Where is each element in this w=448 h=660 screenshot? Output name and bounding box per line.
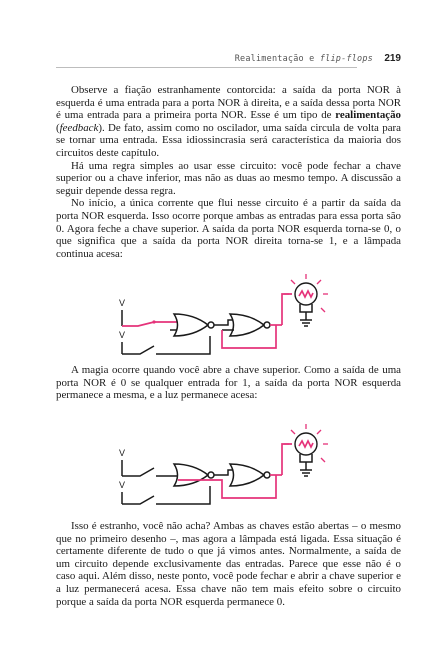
open-switch-bottom: [122, 346, 154, 354]
running-head: [235, 54, 373, 64]
circuit-figure-1: [110, 270, 340, 370]
open-switch-top: [122, 468, 154, 476]
paragraph-strange: Isso é estranho, você não acha? Ambas as chaves estão abertas – o mesmo que no primeiro desenho –, mas agora a lâmpada está ligada. Essa situação é certamente diferente de tudo o que já vimos antes. Normalmente, a saída de um circuito depende exclusivamente das entradas. Parece que esse não é o caso aqui. Além disso, neste ponto, você pode fechar e abrir a chave superior e a luz permanecerá acesa. Essa chave não tem mais efeito sobre o circuito porque a saída da porta NOR esquerda permanece 0.: [56, 520, 401, 608]
circuit-diagram-1: [110, 270, 340, 370]
p1-text-b: (: [56, 121, 60, 134]
voltage-label-top: V: [119, 298, 126, 308]
voltage-label-bottom: V: [119, 330, 126, 340]
nor-gate-right: [230, 314, 264, 336]
running-head-italic: flip-flops: [319, 54, 373, 64]
running-head-text: Realimentação e: [234, 54, 320, 64]
nor-gate-right: [230, 464, 264, 486]
voltage-label-bottom: V: [119, 480, 126, 490]
nor-gate-left-bubble: [208, 322, 214, 328]
circuit-diagram-2: [110, 420, 340, 520]
lamp-feed-wire: [282, 294, 292, 325]
paragraph-feedback: [56, 84, 401, 160]
body-text-block-3: [56, 520, 401, 608]
gate1-output-wire: [214, 320, 234, 325]
nor-gate-left: [174, 464, 208, 486]
nor-gate-right-bubble: [264, 322, 270, 328]
p1-text-c: ). De fato, assim como no oscilador, uma saída circula de volta para se tornar uma entrada. Essa idiossincrasia será característica da maioria dos circuitos deste capítulo.: [56, 121, 401, 159]
paragraph-rule: Há uma regra simples ao usar esse circuito: você pode fechar a chave superior ou a chave inferior, mas não as duas ao mesmo tempo. A discussão a seguir depende dessa regra.: [56, 159, 401, 197]
body-text-block-2: [56, 364, 401, 402]
paragraph-initial-state: No início, a única corrente que flui nesse circuito é a partir da saída da porta NOR esquerda. Isso ocorre porque ambas as entradas para essa porta são 0. Agora feche a chave superior. A saída da porta NOR esquerda torna-se 0, o que significa que a saída da porta NOR direita torna-se 1, e a lâmpada continua acesa:: [56, 197, 401, 260]
closed-switch-top: [122, 322, 154, 326]
circuit-figure-2: [110, 420, 340, 520]
nor-gate-left: [174, 314, 208, 336]
voltage-label-top: V: [119, 448, 126, 458]
ground-icon: [300, 470, 312, 476]
page-number: 219: [384, 53, 401, 64]
input-wire-bottom: [156, 486, 210, 504]
term-feedback: feedback: [59, 121, 99, 134]
body-text-block-1: [56, 84, 401, 260]
open-switch-bottom: [122, 496, 154, 504]
running-header: [56, 54, 401, 68]
paragraph-magic: A magia ocorre quando você abre a chave superior. Como a saída de uma porta NOR é 0 se qualquer entrada for 1, a saída da porta NOR esquerda permanece a mesma, e a luz permanece acesa:: [56, 364, 401, 402]
term-realimentacao: realimentação: [335, 109, 401, 122]
lamp-feed-wire: [282, 444, 292, 475]
nor-gate-right-bubble: [264, 472, 270, 478]
nor-gate-left-bubble: [208, 472, 214, 478]
p1-text-a: Observe a fiação estranhamente contorcida: a saída da porta NOR à esquerda é uma entrada para a porta NOR à direita, e a saída dessa porta NOR é uma entrada para a primeira porta NOR. Esse é um tipo de: [56, 84, 401, 122]
header-rule: [56, 67, 357, 68]
gate1-output-wire: [214, 470, 234, 475]
ground-icon: [300, 320, 312, 326]
input-wire-bottom: [156, 336, 210, 354]
